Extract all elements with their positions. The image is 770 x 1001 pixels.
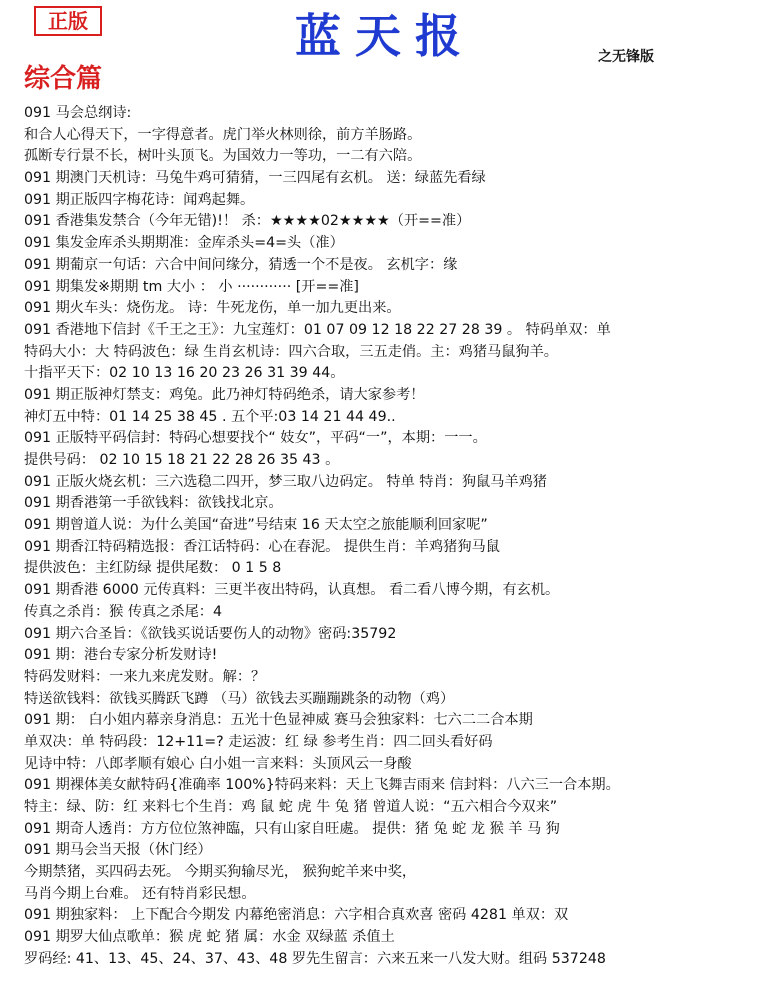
- text-line: 孤断专行景不长，树叶头顶飞。为国效力一等功，一二有六陪。: [24, 148, 422, 165]
- text-line: 091 期马会当天报（休门经）: [24, 842, 212, 859]
- text-line: 和合人心得天下，一字得意者。虎门举火林则徐，前方羊肠路。: [24, 126, 422, 143]
- text-line: 091 期正版神灯禁支：鸡兔。此乃神灯特码绝杀，请大家参考！: [24, 386, 425, 403]
- text-line: 十指平天下：02 10 13 16 20 23 26 31 39 44。: [24, 365, 345, 382]
- article-body: [24, 103, 764, 971]
- text-line: 091 期独家料： 上下配合今期发 内幕绝密消息：六字相合真欢喜 密码 4281 单双：双: [24, 907, 569, 924]
- text-line: 特码发财料：一来九来虎发财。解：？: [24, 668, 266, 685]
- text-line: 091 期曾道人说：为什么美国“奋进”号结束 16 天太空之旅能顺利回家呢”: [24, 517, 488, 534]
- text-line: 提供号码： 02 10 15 18 21 22 28 26 35 43 。: [24, 452, 340, 468]
- text-line: 马肖今期上台难。 还有特肖彩民想。: [24, 885, 256, 902]
- text-line: 091 期集发※期期 tm 大小 ： 小 ············ [开==准]: [24, 278, 359, 295]
- text-line: 091 期香港第一手欲钱料：欲钱找北京。: [24, 495, 283, 512]
- text-line: 091 期澳门天机诗：马兔牛鸡可猜猜，一三四尾有玄机。 送：绿蓝先看绿: [24, 170, 486, 187]
- text-line: 提供波色：主红防绿 提供尾数： 0 1 5 8: [24, 560, 282, 577]
- text-line: 091 集发金库杀头期期准：金库杀头=4=头（准）: [24, 235, 344, 252]
- authentic-badge: 正版: [34, 6, 102, 36]
- text-line: 单双决：单 特码段：12+11=? 走运波：红 绿 参考生肖：四二回头看好码: [24, 733, 493, 750]
- text-line: 见诗中特：八郎孝顺有娘心 白小姐一言来料：头顶风云一身酸: [24, 755, 412, 772]
- text-line: 091 期葡京一句话：六合中间问缘分，猜透一个不是夜。 玄机字：缘: [24, 256, 458, 273]
- text-line: 罗码经: 41、13、45、24、37、43、48 罗先生留言：六来五来一八发大财。组码 537248: [24, 950, 606, 967]
- text-line: 091 期火车头：烧伤龙。 诗：牛死龙伤，单一加九更出来。: [24, 300, 401, 317]
- text-line: 091 期六合圣旨：《欲钱买说话要伤人的动物》密码:35792: [24, 625, 397, 642]
- text-line: 091 香港地下信封《千王之王》：九宝莲灯：01 07 09 12 18 22 27 28 39 。 特码单双：单: [24, 321, 611, 338]
- text-line: 091 期正版四字梅花诗：闻鸡起舞。: [24, 191, 255, 208]
- text-line: 神灯五中特：01 14 25 38 45 . 五个平:03 14 21 44 49..: [24, 408, 396, 425]
- text-line: 091 马会总纲诗:: [24, 105, 132, 121]
- text-line: 091 期裸体美女献特码{准确率 100%}特码来料：天上飞舞吉雨来 信封料：八六三一合本期。: [24, 777, 620, 794]
- text-line: 091 期： 白小姐内幕亲身消息：五光十色显神威 赛马会独家料：七六二二合本期: [24, 712, 533, 729]
- text-line: 091 期香港 6000 元传真料：三更半夜出特码，认真想。 看二看八博今期，有玄机。: [24, 582, 560, 599]
- text-line: 091 正版特平码信封：特码心想要找个“ 妓女”，平码“一”，本期：一一。: [24, 430, 487, 447]
- text-line: 091 期：港台专家分析发财诗!: [24, 647, 218, 664]
- edition-label: 之无锋版: [598, 49, 654, 65]
- text-line: 091 香港集发禁合（今年无错)!！ 杀：★★★★02★★★★（开==准）: [24, 213, 471, 230]
- text-line: 特码大小：大 特码波色：绿 生肖玄机诗：四六合取，三五走俏。主：鸡猪马鼠狗羊。: [24, 343, 558, 360]
- text-line: 091 期罗大仙点歌单：猴 虎 蛇 猪 属：水金 双绿蓝 杀值土: [24, 929, 395, 946]
- text-line: 特送欲钱料：欲钱买腾跃飞蹲 （马）欲钱去买蹦蹦跳条的动物（鸡）: [24, 690, 455, 707]
- text-line: 091 期奇人透肖：方方位位煞神臨，只有山家自旺處。 提供：猪 兔 蛇 龙 猴 羊 马 狗: [24, 820, 560, 837]
- text-line: 传真之杀肖：猴 传真之杀尾：4: [24, 603, 222, 620]
- newspaper-title: 蓝天报: [295, 9, 475, 63]
- text-line: 今期禁猪，买四码去死。 今期买狗输尽光， 猴狗蛇羊来中奖，: [24, 864, 417, 881]
- text-line: 特主：绿、防：红 来料七个生肖：鸡 鼠 蛇 虎 牛 兔 猪 曾道人说：“五六相合今双来”: [24, 799, 558, 815]
- text-line: 091 期香江特码精选报：香江话特码：心在春泥。 提供生肖：羊鸡猪狗马鼠: [24, 538, 500, 555]
- text-line: 091 正版火烧玄机：三六选稳二四开，梦三取八边码定。 特单 特肖：狗鼠马羊鸡猪: [24, 473, 547, 490]
- section-heading: 综合篇: [24, 64, 103, 94]
